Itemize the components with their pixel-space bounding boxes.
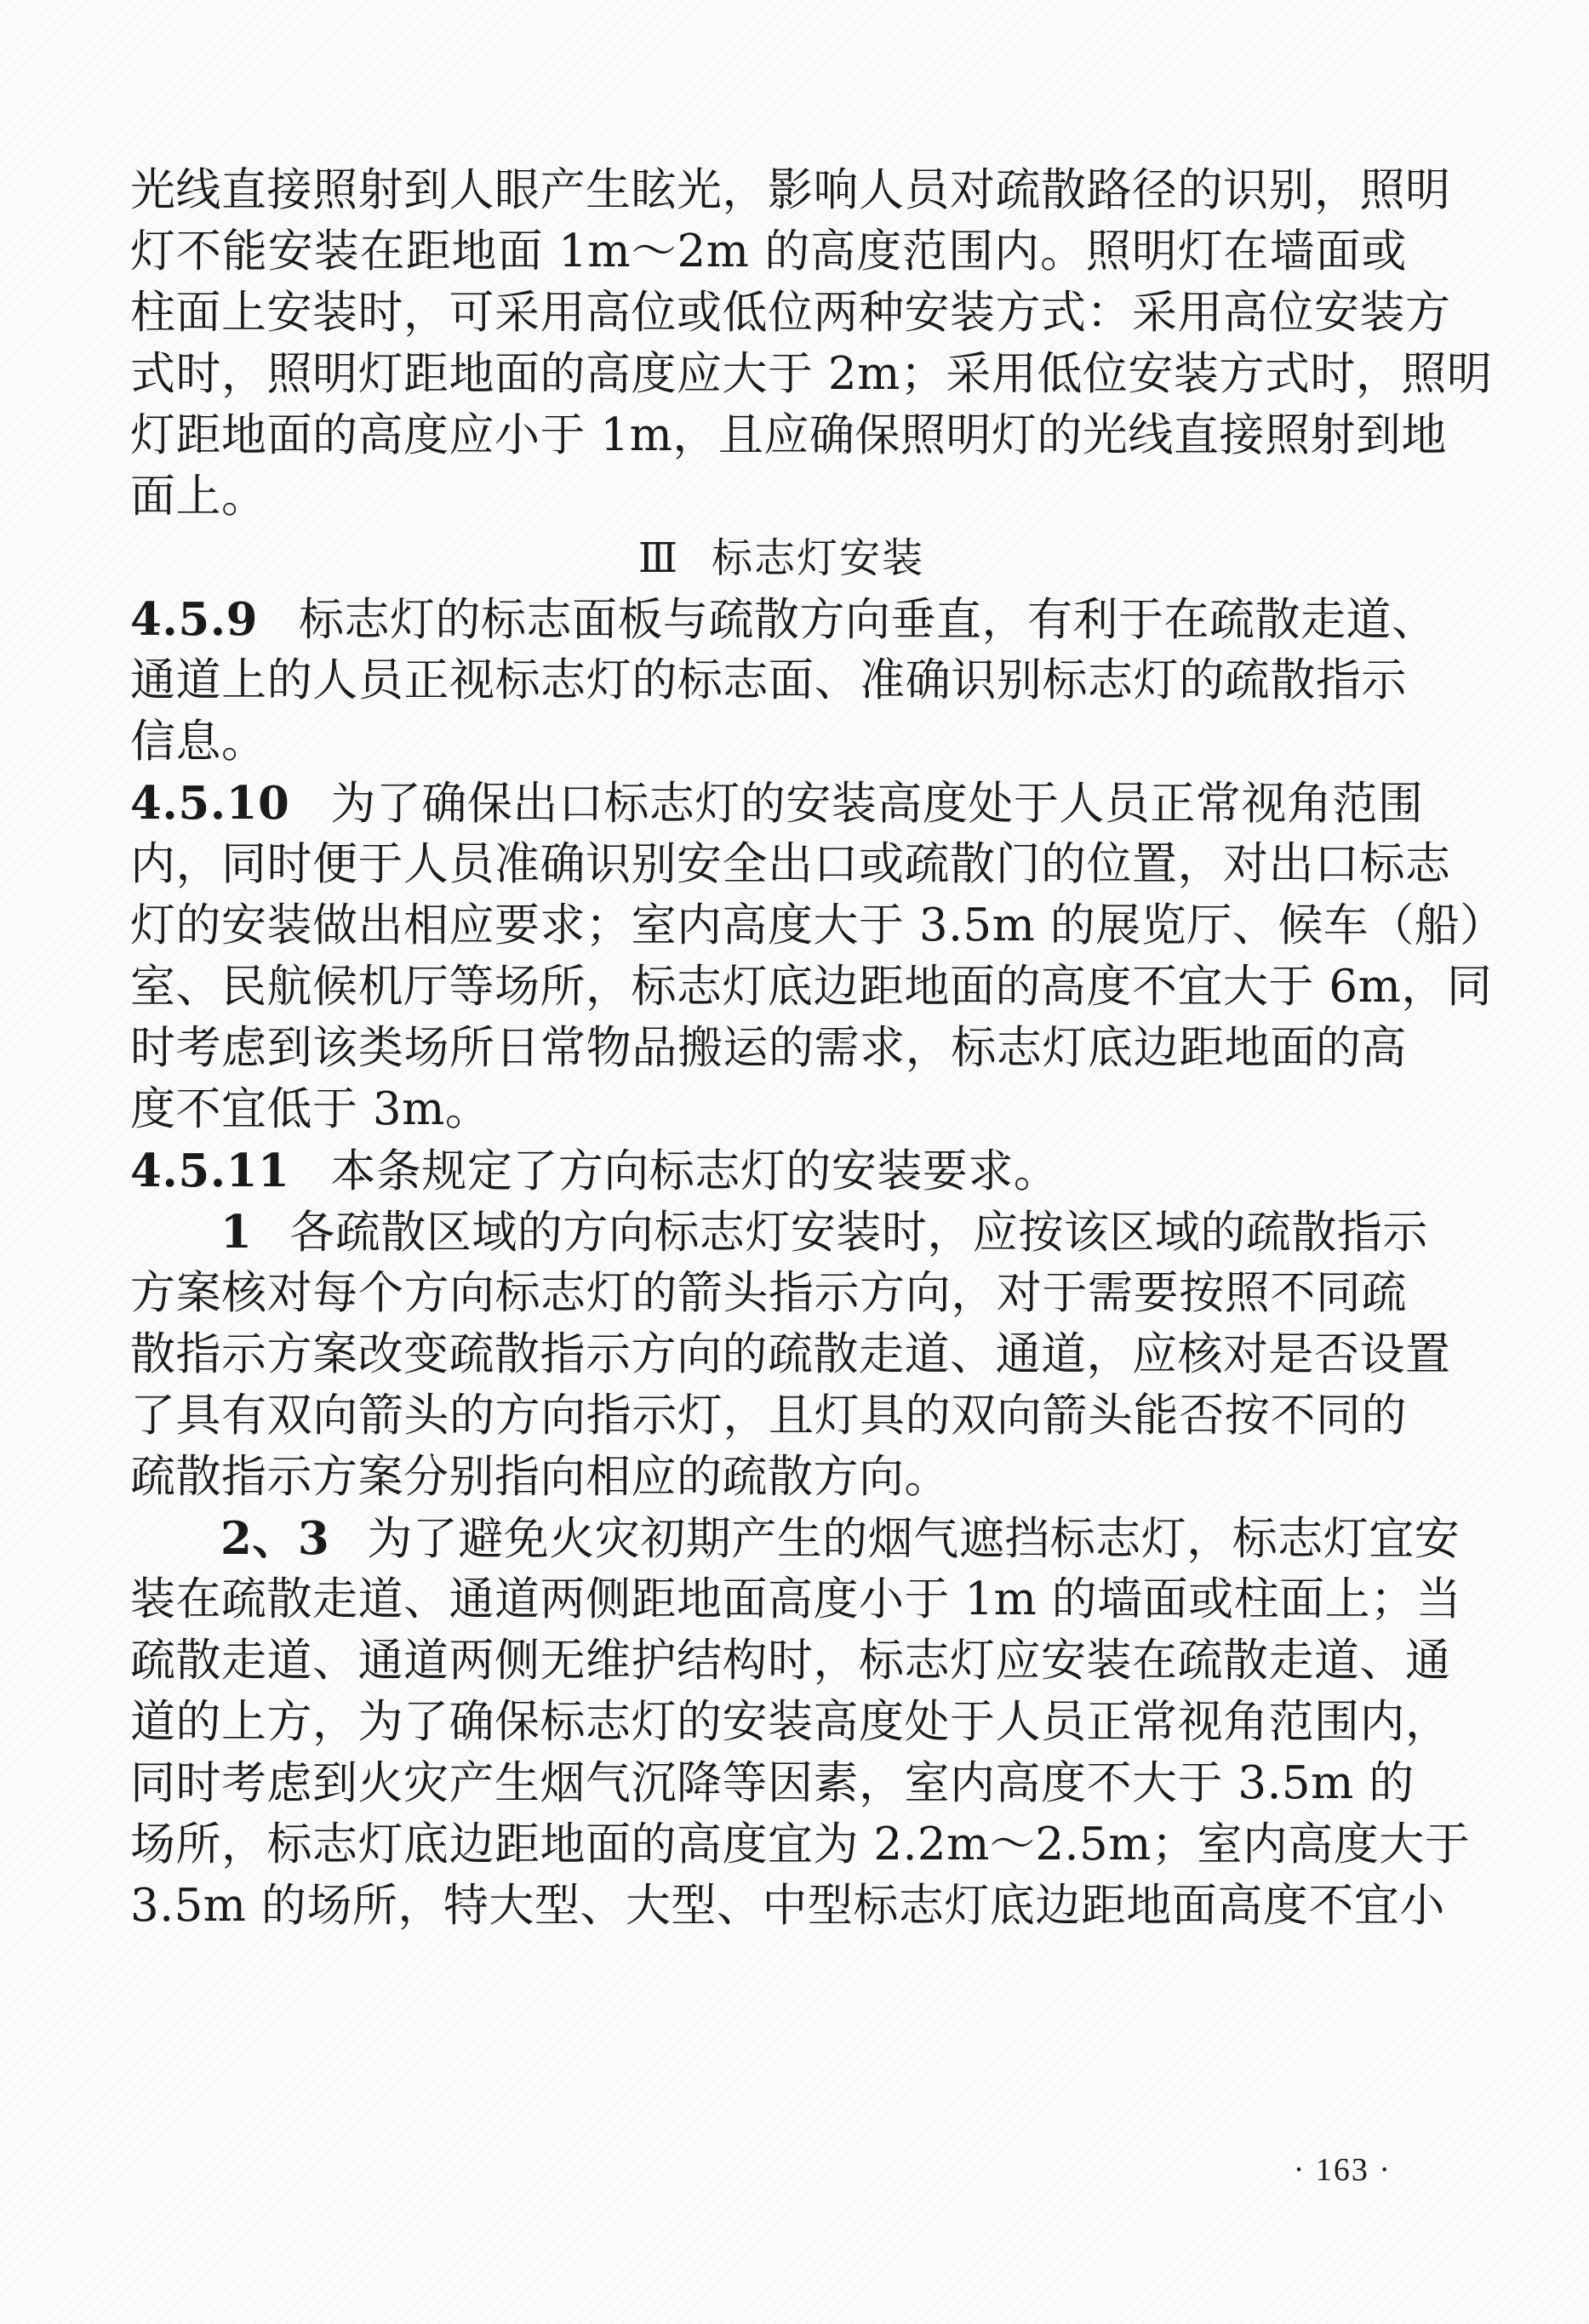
text-line: 面上。 bbox=[130, 471, 267, 522]
text-line: 灯距地面的高度应小于 1m，且应确保照明灯的光线直接照射到地 bbox=[130, 409, 1447, 461]
text-line: 信息。 bbox=[130, 716, 267, 768]
item-2-3-first-line bbox=[130, 1508, 1460, 1569]
text-line: 光线直接照射到人眼产生眩光，影响人员对疏散路径的识别，照明 bbox=[130, 164, 1451, 216]
clause-text: 本条规定了方向标志灯的安装要求。 bbox=[330, 1145, 1060, 1197]
clause-4-5-10-first-line bbox=[130, 773, 1424, 834]
clause-4-5-11-line bbox=[130, 1140, 1407, 1202]
item-1-first-line bbox=[130, 1202, 1428, 1263]
section-heading bbox=[130, 528, 1407, 589]
text-line: 道的上方，为了确保标志灯的安装高度处于人员正常视角范围内， bbox=[130, 1696, 1451, 1748]
text-line: 3.5m 的场所，特大型、大型、中型标志灯底边距地面高度不宜小 bbox=[130, 1880, 1445, 1932]
text-line: 式时，照明灯距地面的高度应大于 2m；采用低位安装方式时，照明 bbox=[130, 348, 1493, 400]
text-line: 柱面上安装时，可采用高位或低位两种安装方式：采用高位安装方 bbox=[130, 287, 1451, 339]
text-line: 场所，标志灯底边距地面的高度宜为 2.2m～2.5m；室内高度大于 bbox=[130, 1819, 1471, 1870]
clause-text: 标志灯的标志面板与疏散方向垂直，有利于在疏散走道、 bbox=[299, 594, 1438, 646]
text-line: 了具有双向箭头的方向指示灯，且灯具的双向箭头能否按不同的 bbox=[130, 1390, 1407, 1442]
text-line: 疏散指示方案分别指向相应的疏散方向。 bbox=[130, 1451, 950, 1503]
item-number: 2、3 bbox=[220, 1512, 330, 1565]
item-text: 各疏散区域的方向标志灯安装时，应按该区域的疏散指示 bbox=[289, 1207, 1428, 1259]
item-number: 1 bbox=[220, 1206, 253, 1259]
clause-4-5-9-first-line bbox=[130, 589, 1438, 650]
text-line: 同时考虑到火灾产生烟气沉降等因素，室内高度不大于 3.5m 的 bbox=[130, 1757, 1415, 1809]
text-line: 内，同时便于人员准确识别安全出口或疏散门的位置，对出口标志 bbox=[130, 838, 1451, 890]
section-title: 标志灯安装 bbox=[712, 534, 925, 582]
page-body bbox=[130, 160, 1506, 1937]
text-line: 通道上的人员正视标志灯的标志面、准确识别标志灯的疏散指示 bbox=[130, 654, 1407, 706]
text-line: 室、民航候机厅等场所，标志灯底边距地面的高度不宜大于 6m，同 bbox=[130, 961, 1493, 1013]
text-line: 度不宜低于 3m。 bbox=[130, 1083, 491, 1135]
text-line: 灯的安装做出相应要求；室内高度大于 3.5m 的展览厅、候车（船） bbox=[130, 899, 1506, 951]
clause-text: 为了确保出口标志灯的安装高度处于人员正常视角范围 bbox=[330, 778, 1424, 830]
clause-number: 4.5.11 bbox=[130, 1145, 290, 1197]
item-text: 为了避免火灾初期产生的烟气遮挡标志灯，标志灯宜安 bbox=[367, 1513, 1460, 1565]
page-number: · 163 · bbox=[1293, 2152, 1392, 2188]
text-line: 方案核对每个方向标志灯的箭头指示方向，对于需要按照不同疏 bbox=[130, 1267, 1407, 1319]
text-line: 装在疏散走道、通道两侧距地面高度小于 1m 的墙面或柱面上；当 bbox=[130, 1573, 1462, 1625]
clause-number: 4.5.9 bbox=[130, 593, 259, 646]
text-line: 散指示方案改变疏散指示方向的疏散走道、通道，应核对是否设置 bbox=[130, 1328, 1451, 1380]
section-number: Ⅲ bbox=[637, 534, 680, 582]
text-line: 时考虑到该类场所日常物品搬运的需求，标志灯底边距地面的高 bbox=[130, 1022, 1407, 1074]
text-line: 疏散走道、通道两侧无维护结构时，标志灯应安装在疏散走道、通 bbox=[130, 1635, 1451, 1687]
clause-number: 4.5.10 bbox=[130, 777, 290, 830]
text-line: 灯不能安装在距地面 1m～2m 的高度范围内。照明灯在墙面或 bbox=[130, 226, 1407, 277]
